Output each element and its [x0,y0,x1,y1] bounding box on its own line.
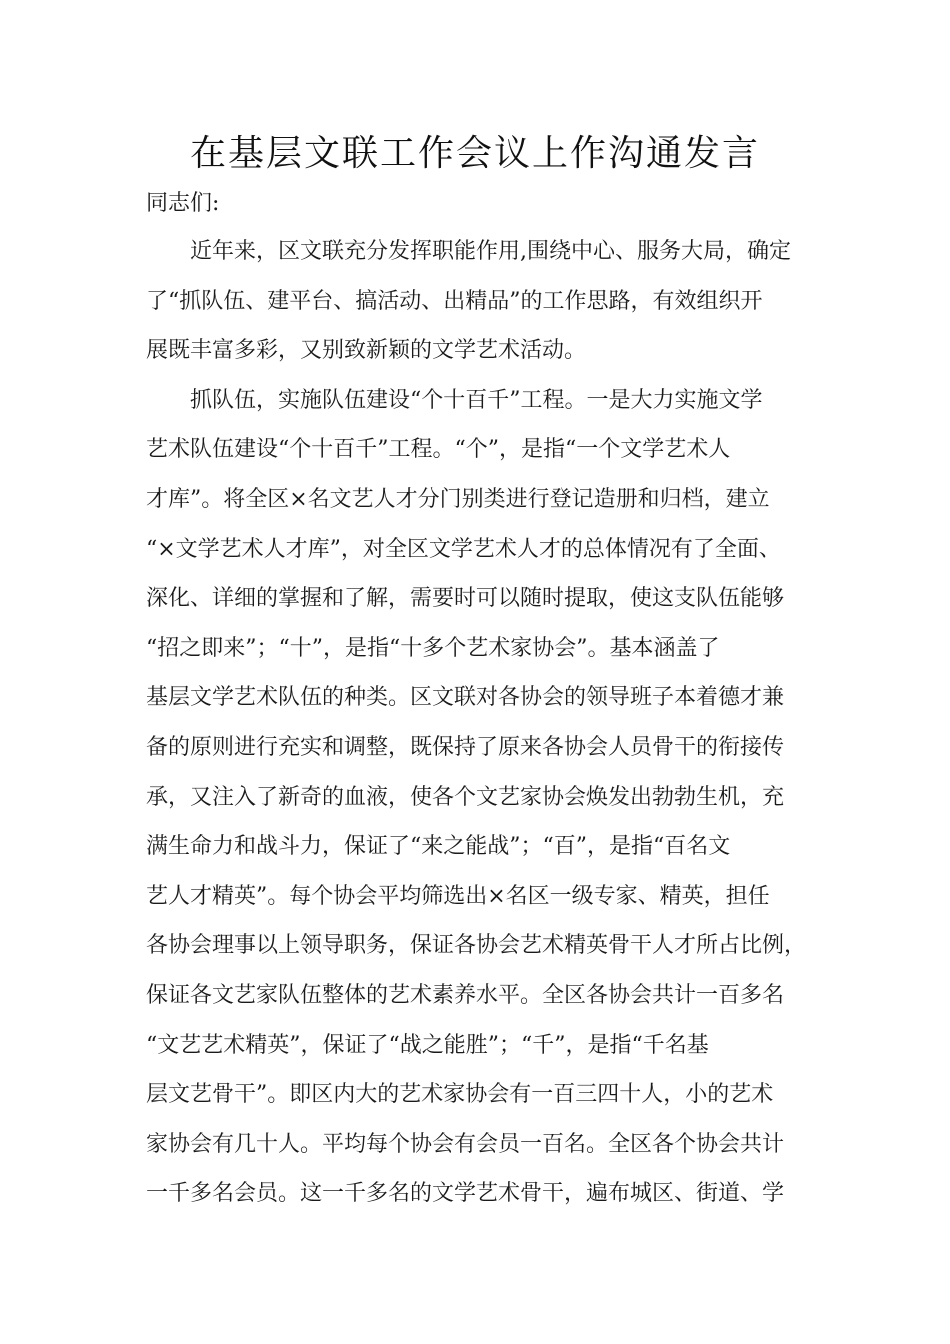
body-line: 基层文学艺术队伍的种类。区文联对各协会的领导班子本着德才兼 [146,685,785,711]
body-line: “文艺艺术精英”，保证了“战之能胜”；“千”，是指“千名基 [146,1032,709,1058]
body-line: 层文艺骨干”。即区内大的艺术家协会有一百三四十人，小的艺术 [146,1082,774,1108]
body-line: 展既丰富多彩，又别致新颖的文学艺术活动。 [146,338,587,364]
body-line: 家协会有几十人。平均每个协会有会员一百名。全区各个协会共计 [146,1131,785,1157]
body-line: 备的原则进行充实和调整，既保持了原来各协会人员骨干的衔接传 [146,735,785,760]
body-line: “×文学艺术人才库”，对全区文学艺术人才的总体情况有了全面、 [146,536,781,562]
body-line: 保证各文艺家队伍整体的艺术素养水平。全区各协会共计一百多名 [146,983,785,1008]
body-line: 抓队伍，实施队伍建设“个十百千”工程。一是大力实施文学 [190,387,763,413]
body-line: 才库”。将全区×名文艺人才分门别类进行登记造册和归档，建立 [146,487,770,512]
body-line: 了“抓队伍、建平台、搞活动、出精品”的工作思路，有效组织开 [146,288,763,314]
body-line: 深化、详细的掌握和了解，需要时可以随时提取，使这支队伍能够 [146,586,785,612]
body-line: 艺人才精英”。每个协会平均筛选出×名区一级专家、精英，担任 [146,883,770,909]
body-line: 一千多名会员。这一千多名的文学艺术骨干，遍布城区、街道、学 [146,1181,785,1207]
salutation: 同志们: [146,191,220,216]
body-line: 各协会理事以上领导职务，保证各协会艺术精英骨干人才所占比例， [146,933,807,959]
document-title: 在基层文联工作会议上作沟通发言 [189,133,760,174]
body-line: 近年来，区文联充分发挥职能作用,围绕中心、服务大局，确定 [190,239,791,264]
body-line: 满生命力和战斗力，保证了“来之能战”；“百”，是指“百名文 [146,834,731,860]
body-line: 承，又注入了新奇的血液，使各个文艺家协会焕发出勃勃生机，充 [146,784,785,810]
body-line: “招之即来”；“十”，是指“十多个艺术家协会”。基本涵盖了 [146,635,720,661]
body-line: 艺术队伍建设“个十百千”工程。“个”，是指“一个文学艺术人 [146,437,731,463]
